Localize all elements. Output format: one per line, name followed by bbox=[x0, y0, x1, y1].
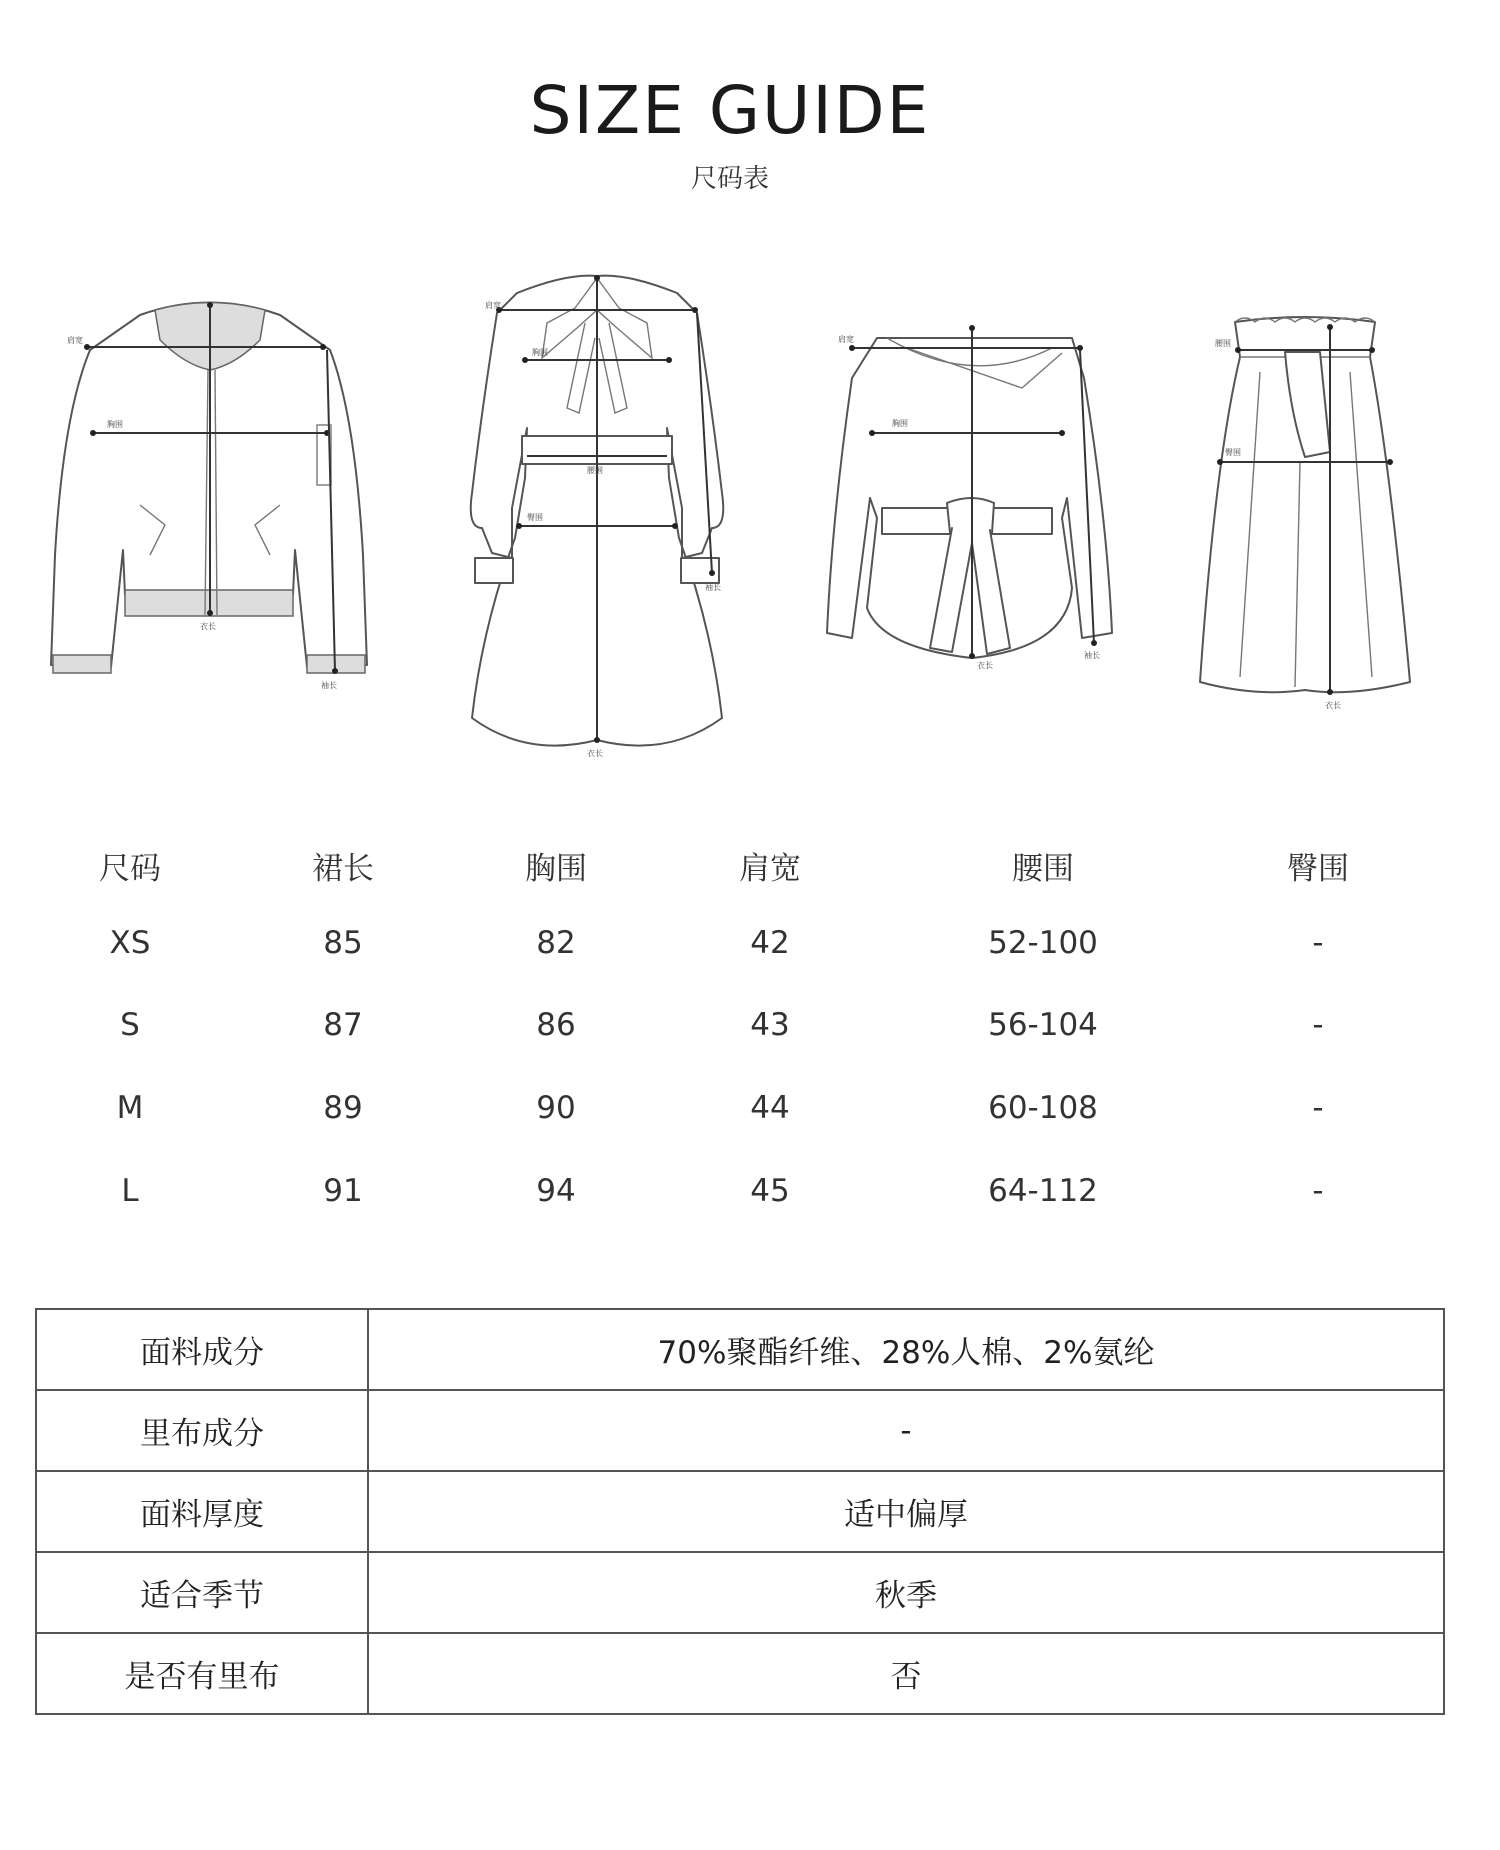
skirt-length-cell: 87 bbox=[323, 1007, 363, 1043]
table-row bbox=[0, 1090, 1500, 1150]
shoulder-cell: 45 bbox=[750, 1173, 790, 1209]
bust-cell: 94 bbox=[536, 1173, 576, 1209]
waist-cell: 64-112 bbox=[988, 1173, 1098, 1209]
table-row bbox=[36, 1390, 1444, 1471]
svg-text:袖长: 袖长 bbox=[321, 681, 337, 690]
svg-text:臀围: 臀围 bbox=[527, 513, 543, 522]
header-bust: 胸围 bbox=[525, 851, 587, 887]
fabric-composition-label: 面料成分 bbox=[36, 1309, 368, 1390]
table-row bbox=[0, 925, 1500, 985]
svg-text:肩宽: 肩宽 bbox=[838, 335, 854, 344]
table-row bbox=[0, 1173, 1500, 1233]
svg-text:臀围: 臀围 bbox=[1225, 448, 1241, 457]
size-cell: M bbox=[116, 1090, 144, 1126]
hip-cell: - bbox=[1312, 1007, 1324, 1043]
bow-dress-illustration bbox=[447, 268, 747, 768]
svg-text:衣长: 衣长 bbox=[1325, 701, 1341, 710]
shoulder-cell: 43 bbox=[750, 1007, 790, 1043]
belted-blouse-illustration bbox=[822, 318, 1112, 678]
hip-cell: - bbox=[1312, 1090, 1324, 1126]
svg-text:胸围: 胸围 bbox=[532, 348, 548, 357]
season-label: 适合季节 bbox=[36, 1552, 368, 1633]
waist-cell: 52-100 bbox=[988, 925, 1098, 961]
paperbag-skirt-illustration bbox=[1200, 312, 1410, 712]
fabric-thickness-value: 适中偏厚 bbox=[368, 1471, 1444, 1552]
fabric-info-table bbox=[35, 1308, 1445, 1715]
table-row bbox=[36, 1309, 1444, 1390]
svg-text:衣长: 衣长 bbox=[587, 749, 603, 758]
table-row bbox=[0, 1007, 1500, 1067]
size-cell: XS bbox=[109, 925, 151, 961]
bust-cell: 82 bbox=[536, 925, 576, 961]
fabric-thickness-label: 面料厚度 bbox=[36, 1471, 368, 1552]
svg-text:肩宽: 肩宽 bbox=[67, 336, 83, 345]
skirt-length-cell: 85 bbox=[323, 925, 363, 961]
season-value: 秋季 bbox=[368, 1552, 1444, 1633]
bust-cell: 90 bbox=[536, 1090, 576, 1126]
svg-text:胸围: 胸围 bbox=[107, 420, 123, 429]
header-waist: 腰围 bbox=[1012, 851, 1074, 887]
hip-cell: - bbox=[1312, 925, 1324, 961]
header-hip: 臀围 bbox=[1287, 851, 1349, 887]
header-size: 尺码 bbox=[99, 851, 161, 887]
fabric-composition-value: 70%聚酯纤维、28%人棉、2%氨纶 bbox=[368, 1309, 1444, 1390]
svg-text:衣长: 衣长 bbox=[977, 661, 993, 670]
size-table-header bbox=[0, 843, 1500, 903]
bomber-jacket-illustration bbox=[45, 295, 385, 695]
svg-text:胸围: 胸围 bbox=[892, 419, 908, 428]
svg-text:肩宽: 肩宽 bbox=[485, 301, 501, 310]
waist-cell: 60-108 bbox=[988, 1090, 1098, 1126]
skirt-length-cell: 91 bbox=[323, 1173, 363, 1209]
table-row bbox=[36, 1471, 1444, 1552]
size-cell: L bbox=[121, 1173, 139, 1209]
page-title: SIZE GUIDE bbox=[529, 72, 931, 149]
svg-text:衣长: 衣长 bbox=[200, 622, 216, 631]
has-lining-value: 否 bbox=[368, 1633, 1444, 1714]
svg-text:袖长: 袖长 bbox=[705, 583, 721, 592]
page-subtitle: 尺码表 bbox=[690, 164, 769, 194]
header-skirt-length: 裙长 bbox=[312, 851, 374, 887]
skirt-length-cell: 89 bbox=[323, 1090, 363, 1126]
svg-text:腰围: 腰围 bbox=[1215, 339, 1231, 348]
header-shoulder: 肩宽 bbox=[739, 851, 801, 887]
shoulder-cell: 44 bbox=[750, 1090, 790, 1126]
svg-text:袖长: 袖长 bbox=[1084, 651, 1100, 660]
size-cell: S bbox=[120, 1007, 140, 1043]
bust-cell: 86 bbox=[536, 1007, 576, 1043]
has-lining-label: 是否有里布 bbox=[36, 1633, 368, 1714]
waist-cell: 56-104 bbox=[988, 1007, 1098, 1043]
lining-composition-label: 里布成分 bbox=[36, 1390, 368, 1471]
table-row bbox=[36, 1552, 1444, 1633]
shoulder-cell: 42 bbox=[750, 925, 790, 961]
table-row bbox=[36, 1633, 1444, 1714]
hip-cell: - bbox=[1312, 1173, 1324, 1209]
svg-text:腰围: 腰围 bbox=[587, 466, 603, 475]
lining-composition-value: - bbox=[368, 1390, 1444, 1471]
